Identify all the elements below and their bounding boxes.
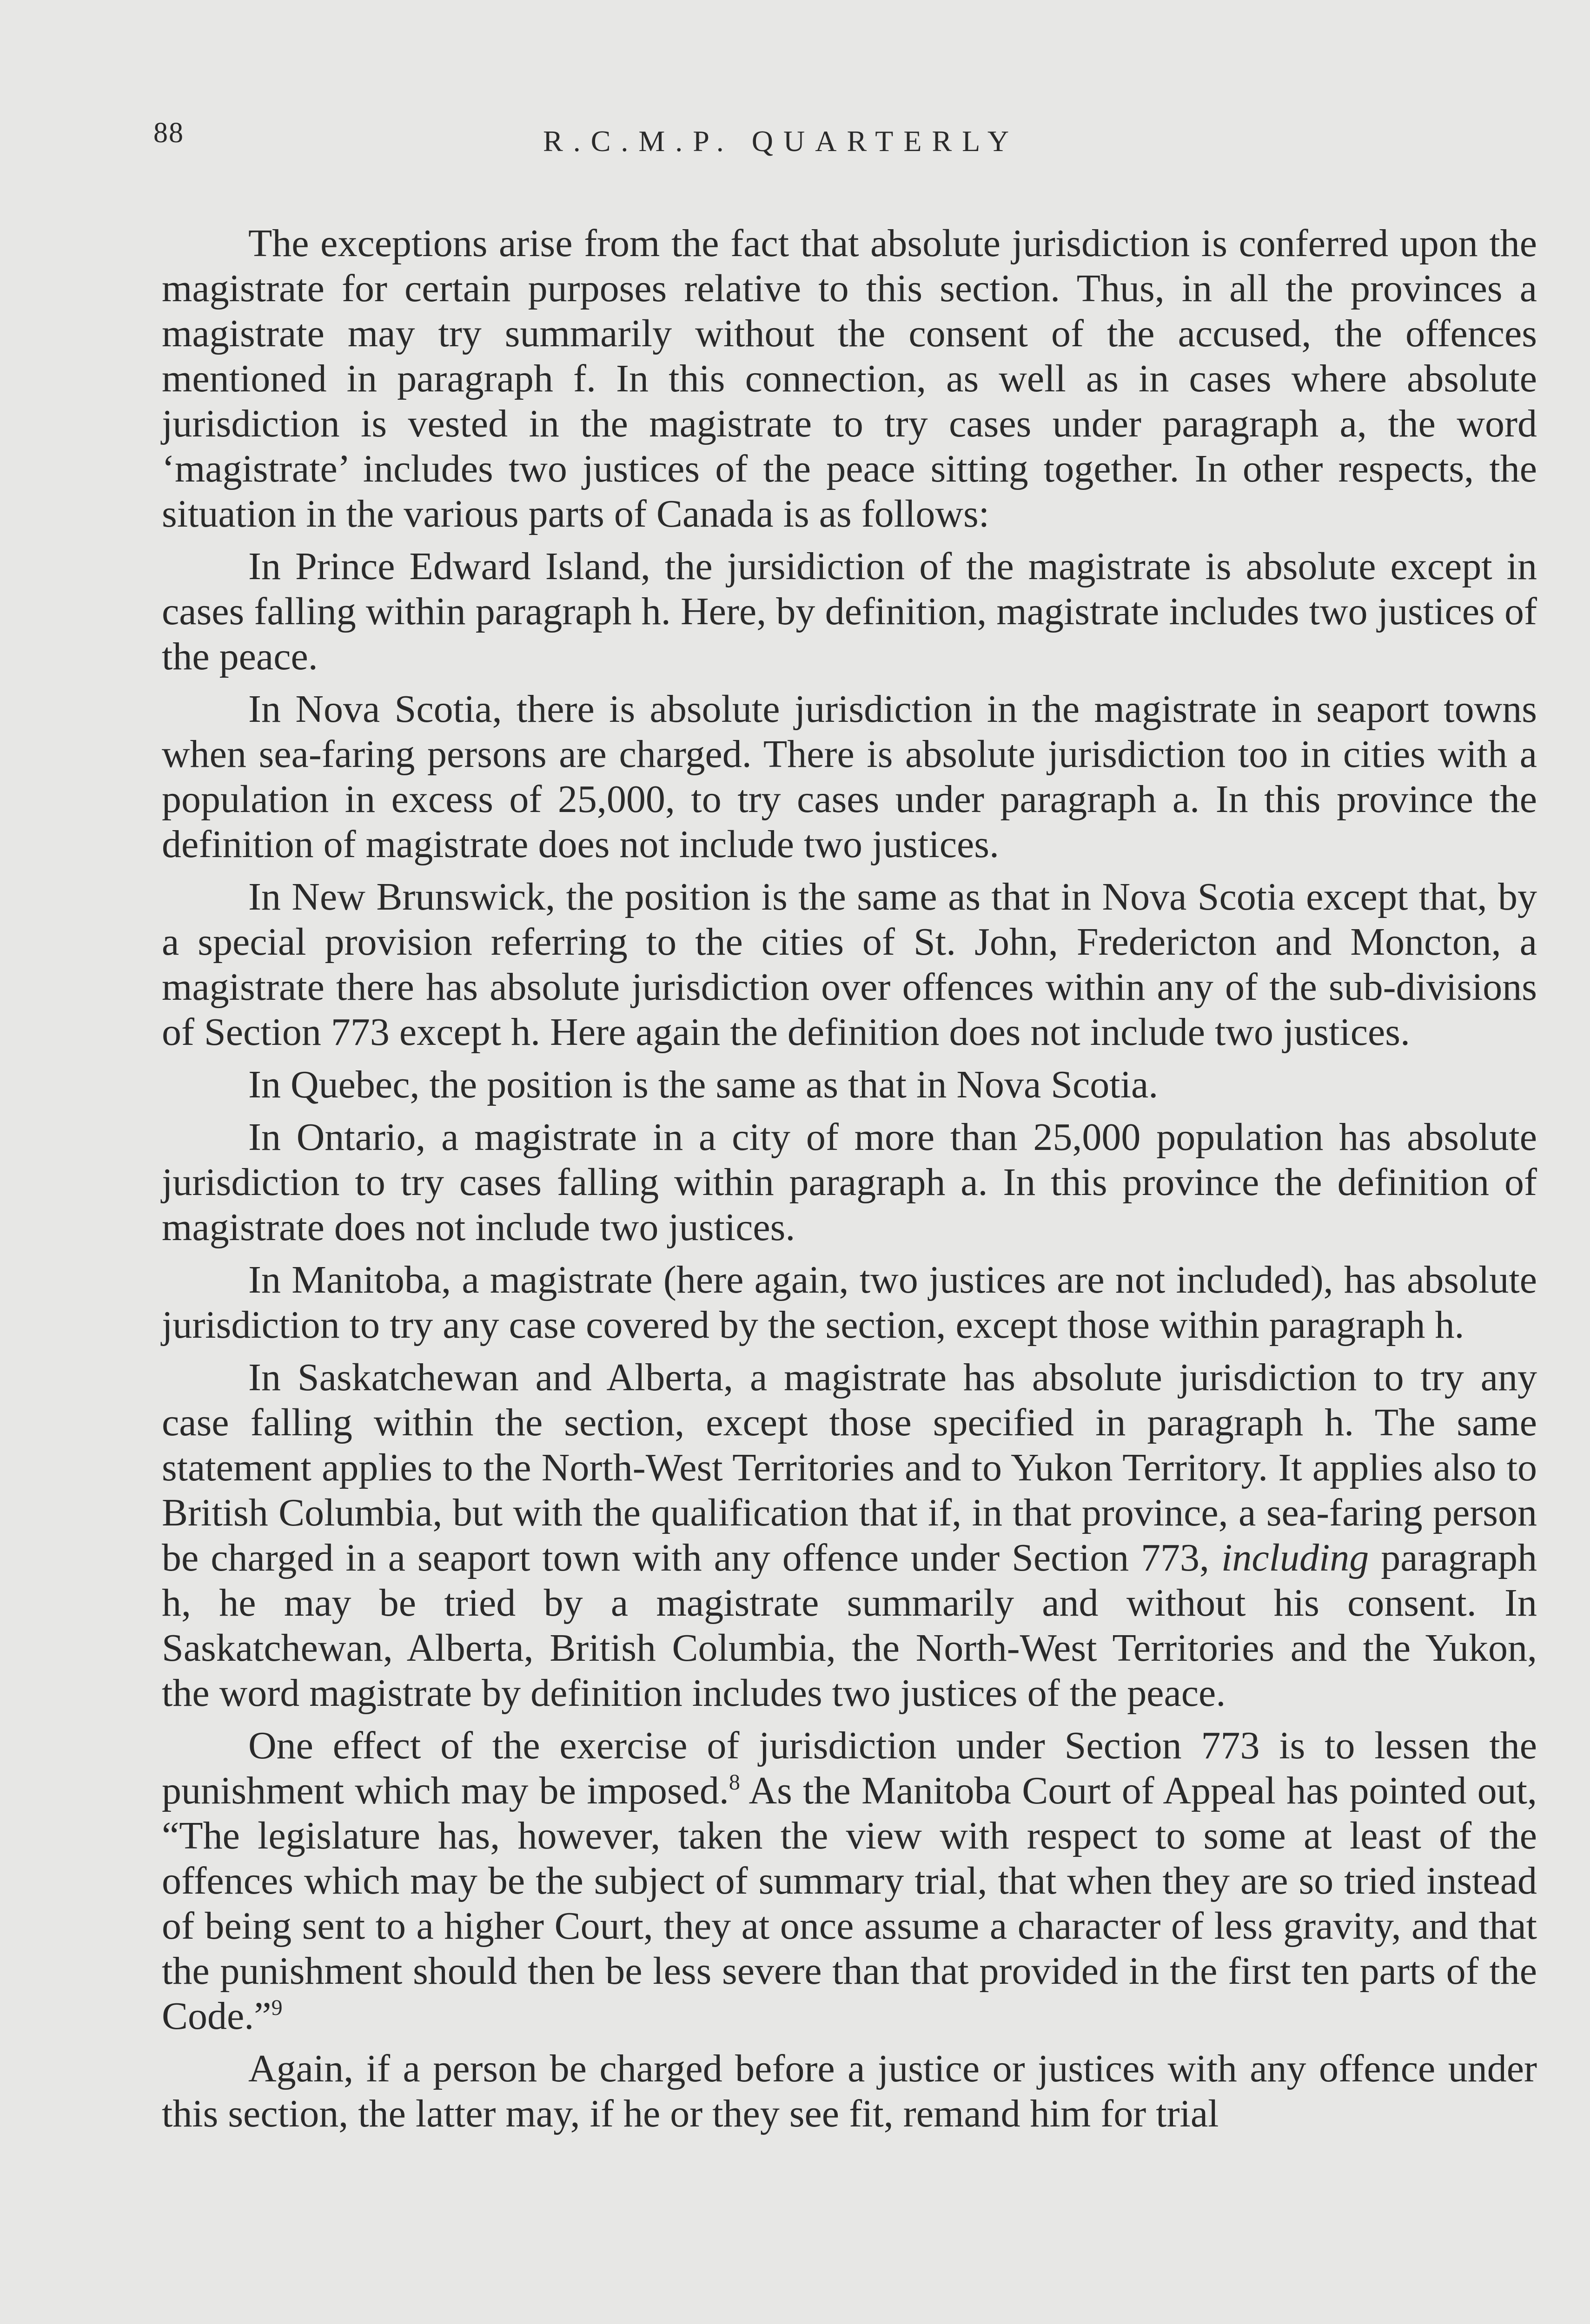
paragraph (162, 1355, 1537, 1716)
paragraph: The exceptions arise from the fact that absolute jurisdiction is conferred upon the magistrate for certain purposes relative to this section. Thus, in all the provinces a magistrate may try summarily without the consent of the accused, the offences mentioned in paragraph f. In this connection, as well as in cases where absolute jurisdiction is vested in the magistrate to try cases under paragraph a, the word ‘magistrate’ includes two justices of the peace sitting together. In other respects, the situation in the various parts of Canada is as follows: (162, 222, 1537, 535)
paragraph: In Ontario, a magistrate in a city of more than 25,000 population has absolute jurisdiction to try cases falling within paragraph a. In this province the definition of magistrate does not include two justices. (162, 1116, 1537, 1249)
paragraph-text: As the Manitoba Court of Appeal has pointed out, “The legislature has, however, taken the view with respect to some at least of the offences which may be the subject of summary trial, that when they are so tried instead of being sent to a higher Court, they at once assume a character of less gravity, and that the punishment should then be less severe than that provided in the first ten parts of the Code.” (162, 1769, 1537, 2038)
paragraph: In Quebec, the position is the same as that in Nova Scotia. (248, 1063, 1159, 1106)
page-number: 88 (153, 117, 184, 149)
footnote-reference: 9 (271, 1995, 283, 2020)
paragraph (162, 1723, 1537, 2039)
body-text (162, 221, 1537, 2144)
running-head: R.C.M.P. QUARTERLY (543, 125, 1020, 158)
paragraph: In Prince Edward Island, the jursidiction of the magistrate is absolute except in cases falling within paragraph h. Here, by definition, magistrate includes two justices of the peace. (162, 545, 1537, 678)
paragraph: In New Brunswick, the position is the same as that in Nova Scotia except that, by a special provision referring to the cities of St. John, Fredericton and Moncton, a magistrate there has absolute jurisdiction over offences within any of the sub-divisions of Section 773 except h. Here again the definition does not include two justices. (162, 875, 1537, 1054)
italic-emphasis: including (1221, 1536, 1369, 1579)
footnote-reference: 8 (729, 1770, 740, 1795)
paragraph-text: In Saskatchewan and Alberta, a magistrate has absolute jurisdiction to try any case falling within the section, except those specified in paragraph h. The same statement applies to the North-West Territories and to Yukon Territory. It applies also to British Columbia, but with the qualification that if, in that province, a sea-faring person be charged in a seaport town with any offence under Section 773, (162, 1356, 1537, 1579)
paragraph-text: One effect of the exercise of jurisdiction under Section 773 is to lessen the punishment which may be imposed. (162, 1724, 1537, 1812)
paragraph: In Nova Scotia, there is absolute jurisdiction in the magistrate in seaport towns when sea-faring persons are charged. There is absolute jurisdiction too in cities with a population in excess of 25,000, to try cases under paragraph a. In this province the definition of magistrate does not include two justices. (162, 687, 1537, 866)
paragraph-text: paragraph h, he may be tried by a magistrate summarily and without his consent. In Saskatchewan, Alberta, British Columbia, the North-West Territories and the Yukon, the word magistrate by definition includes two justices of the peace. (162, 1536, 1537, 1715)
paragraph: Again, if a person be charged before a justice or justices with any offence under this section, the latter may, if he or they see fit, remand him for trial (162, 2047, 1537, 2135)
paragraph: In Manitoba, a magistrate (here again, two justices are not included), has absolute jurisdiction to try any case covered by the section, except those within paragraph h. (162, 1258, 1537, 1347)
